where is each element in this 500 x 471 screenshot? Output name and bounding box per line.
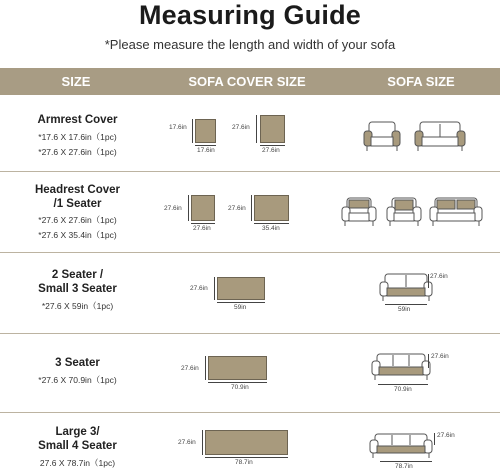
dim-line xyxy=(188,195,189,221)
dim-label: 27.6in xyxy=(164,205,182,212)
dim-label: 27.6in xyxy=(431,353,449,360)
dim-line xyxy=(380,461,432,462)
row-label xyxy=(15,268,140,314)
dim-line xyxy=(256,115,257,143)
dim-line xyxy=(191,223,215,224)
row-name: Small 4 Seater xyxy=(38,440,117,452)
row-label xyxy=(15,356,140,388)
table-header xyxy=(0,68,500,95)
dim-label: 27.6in xyxy=(232,124,250,131)
row-spec: *27.6 X 35.4in（1pc) xyxy=(38,230,117,240)
cover-swatch xyxy=(260,115,285,143)
dim-line xyxy=(205,356,206,380)
dim-line xyxy=(428,274,429,288)
row-label xyxy=(15,113,140,160)
dim-label: 17.6in xyxy=(197,147,215,154)
dim-label: 59in xyxy=(234,304,247,311)
dim-line xyxy=(251,195,252,221)
dim-label: 70.9in xyxy=(394,386,412,393)
dim-label: 78.7in xyxy=(395,463,413,470)
dim-label: 59in xyxy=(398,306,411,313)
row-name: Armrest Cover xyxy=(37,114,118,126)
dim-line xyxy=(195,145,216,146)
dim-line xyxy=(208,382,267,383)
row-label xyxy=(15,183,140,243)
row-spec: 27.6 X 78.7in（1pc) xyxy=(39,458,116,468)
row-label xyxy=(15,425,140,471)
dim-label: 70.9in xyxy=(231,384,249,391)
cover-swatch xyxy=(208,356,267,380)
dim-line xyxy=(378,384,428,385)
dim-label: 78.7in xyxy=(235,459,253,466)
dim-label: 35.4in xyxy=(262,225,280,232)
header-sofa-size: SOFA SIZE xyxy=(387,74,455,89)
row-spec: *27.6 X 27.6in（1pc) xyxy=(38,215,117,225)
sofa-icon xyxy=(428,196,484,228)
header-cover-size: SOFA COVER SIZE xyxy=(188,74,306,89)
row-name: 3 Seater xyxy=(55,357,100,369)
dim-label: 27.6in xyxy=(262,147,280,154)
header-size: SIZE xyxy=(61,74,91,89)
row-name: /1 Seater xyxy=(53,198,102,210)
dim-label: 27.6in xyxy=(181,365,199,372)
dim-label: 27.6in xyxy=(193,225,211,232)
page-subtitle: *Please measure the length and width of your sofa xyxy=(104,37,396,52)
dim-line xyxy=(192,119,193,143)
dim-line xyxy=(217,302,265,303)
dim-line xyxy=(214,277,215,300)
dim-line xyxy=(205,457,288,458)
sofa-icon xyxy=(368,432,434,460)
cover-swatch xyxy=(254,195,289,221)
row-spec: *27.6 X 59in（1pc) xyxy=(41,301,114,311)
dim-line xyxy=(254,223,289,224)
sofa-icon xyxy=(370,352,432,382)
cover-swatch xyxy=(205,430,288,455)
row-divider xyxy=(0,412,500,413)
cover-swatch xyxy=(195,119,216,143)
row-spec: *17.6 X 17.6in（1pc) xyxy=(38,132,117,142)
row-divider xyxy=(0,171,500,172)
dim-line xyxy=(428,354,429,368)
armchair-icon xyxy=(362,120,402,154)
sofa-icon xyxy=(378,272,434,304)
row-spec: *27.6 X 27.6in（1pc) xyxy=(38,147,117,157)
row-divider xyxy=(0,333,500,334)
cover-swatch xyxy=(217,277,265,300)
row-name: Large 3/ xyxy=(55,426,100,438)
row-name: Headrest Cover xyxy=(34,184,120,196)
dim-label: 27.6in xyxy=(437,432,455,439)
loveseat-icon xyxy=(413,120,467,154)
dim-label: 27.6in xyxy=(430,273,448,280)
page-title: Measuring Guide xyxy=(138,0,362,30)
dim-label: 27.6in xyxy=(190,285,208,292)
cover-swatch xyxy=(191,195,215,221)
row-divider xyxy=(0,252,500,253)
row-spec: *27.6 X 70.9in（1pc) xyxy=(38,375,117,385)
dim-label: 27.6in xyxy=(178,439,196,446)
armchair-icon xyxy=(340,196,378,228)
dim-label: 27.6in xyxy=(228,205,246,212)
armchair-icon xyxy=(386,196,422,228)
dim-line xyxy=(385,304,427,305)
dim-label: 17.6in xyxy=(169,124,187,131)
row-name: Small 3 Seater xyxy=(38,283,117,295)
dim-line xyxy=(202,430,203,455)
row-name: 2 Seater / xyxy=(51,269,104,281)
dim-line xyxy=(260,145,285,146)
dim-line xyxy=(434,433,435,445)
